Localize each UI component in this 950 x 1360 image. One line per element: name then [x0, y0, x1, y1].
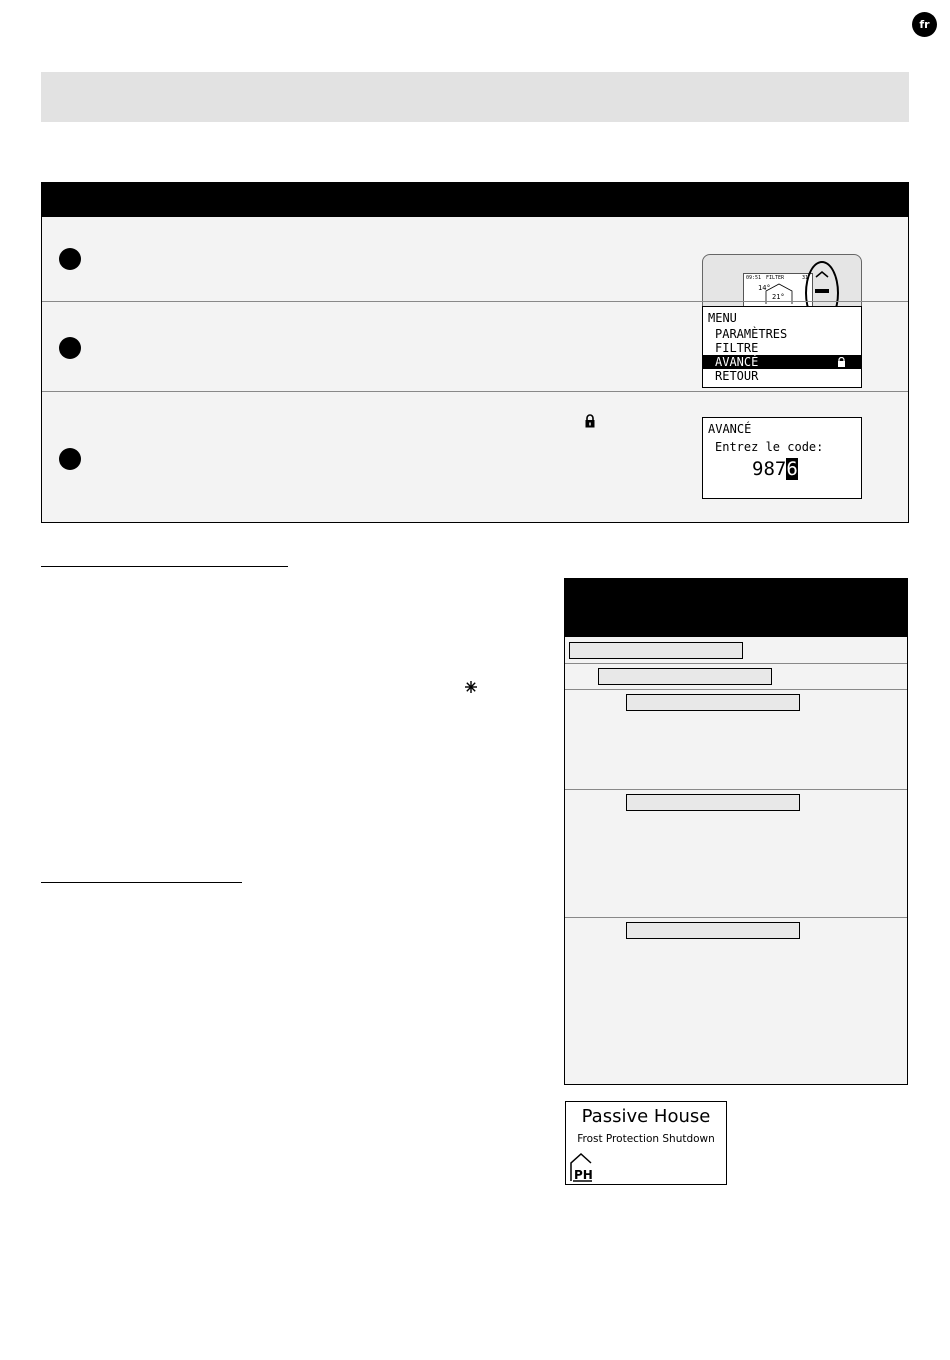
- settings-row-1: [565, 637, 907, 663]
- lock-icon: [584, 414, 596, 428]
- section-heading-underline-2: [41, 882, 242, 883]
- passive-house-screen: [565, 1101, 727, 1185]
- settings-table-header: [565, 579, 907, 637]
- settings-field-1: [569, 642, 743, 659]
- steps-table-header: [42, 183, 908, 217]
- settings-table: [564, 578, 908, 1085]
- code-prompt: Entrez le code:: [715, 440, 824, 454]
- menu-item-avance-selected: [703, 355, 861, 369]
- steps-table: [41, 182, 909, 523]
- step-marker-1: [59, 248, 81, 270]
- device-time-left: 09:51: [746, 275, 762, 281]
- passive-house-logo-icon: [569, 1152, 595, 1182]
- menu-screen: [702, 306, 862, 388]
- step-row-1: [42, 217, 908, 301]
- passive-house-subtitle: Frost Protection Shutdown: [577, 1133, 715, 1145]
- section-heading-underline-1: [41, 566, 288, 567]
- settings-field-4: [626, 794, 800, 811]
- device-temp-outdoor: 14°: [758, 284, 771, 292]
- code-cursor-digit: 6: [786, 458, 798, 480]
- settings-row-3: [565, 689, 907, 789]
- settings-row-2: [565, 663, 907, 689]
- settings-field-3: [626, 694, 800, 711]
- code-field: [752, 458, 798, 480]
- code-screen-title: AVANCÉ: [708, 422, 752, 436]
- menu-item-parametres: PARAMÈTRES: [715, 327, 788, 341]
- language-badge: fr: [912, 12, 937, 37]
- device-temp-indoor: 21°: [772, 293, 785, 301]
- snowflake-icon: [464, 680, 478, 694]
- settings-row-5: [565, 917, 907, 1086]
- passive-house-logo-text: PH: [574, 1168, 593, 1182]
- code-entered-digits: 987: [752, 458, 787, 480]
- step-row-2: [42, 301, 908, 391]
- step-marker-2: [59, 337, 81, 359]
- lock-icon: [837, 357, 846, 367]
- title-bar: [41, 72, 909, 122]
- menu-item-retour: RETOUR: [715, 369, 759, 383]
- step-marker-3: [59, 448, 81, 470]
- settings-row-4: [565, 789, 907, 917]
- menu-title: MENU: [708, 311, 737, 325]
- device-time-right: 31: [802, 275, 809, 281]
- menu-item-filtre: FILTRE: [715, 341, 759, 355]
- settings-field-5: [626, 922, 800, 939]
- menu-item-avance-label: AVANCÉ: [715, 355, 759, 369]
- settings-field-2: [598, 668, 772, 685]
- device-filter-badge: FILTER: [766, 275, 785, 281]
- code-entry-screen: [702, 417, 862, 499]
- passive-house-title: Passive House: [581, 1106, 711, 1127]
- step-row-3: [42, 391, 908, 524]
